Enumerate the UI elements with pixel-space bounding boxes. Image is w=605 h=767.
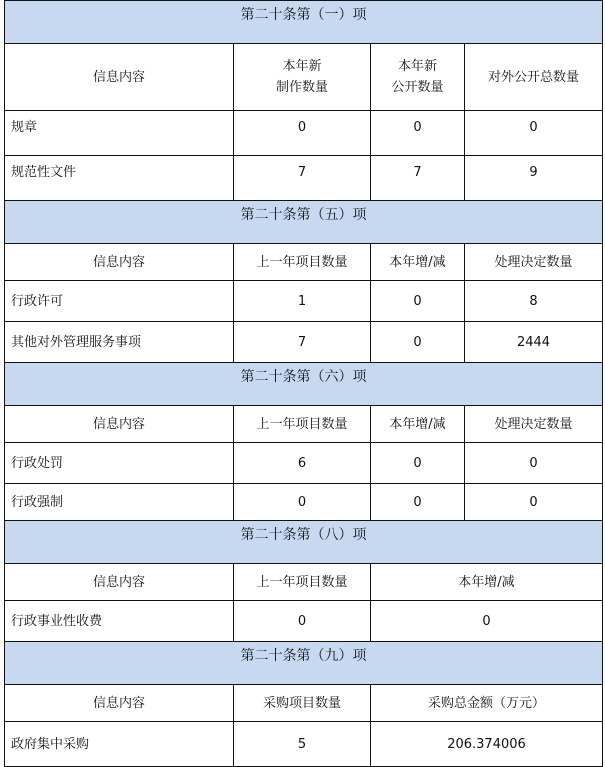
table-row [5,443,603,484]
cell-value: 0 [465,111,603,156]
column-header-row [5,44,603,111]
cell-value: 5 [234,722,371,767]
section-title: 第二十条第（五）项 [5,201,603,244]
table-row [5,722,603,767]
column-header: 采购项目数量 [234,685,371,722]
row-label: 其他对外管理服务事项 [5,322,234,363]
row-label: 行政事业性收费 [5,601,234,642]
section-header-row [5,363,603,406]
cell-value: 0 [465,484,603,521]
column-header: 上一年项目数量 [234,406,371,443]
section-title: 第二十条第（九）项 [5,642,603,685]
cell-value: 7 [371,156,465,201]
row-label: 行政处罚 [5,443,234,484]
cell-value: 206.374006 [371,722,603,767]
column-header-row [5,564,603,601]
row-label: 政府集中采购 [5,722,234,767]
section-header-row [5,201,603,244]
cell-value: 0 [234,601,371,642]
cell-value: 0 [371,484,465,521]
column-header-text: 本年新 公开数量 [391,59,444,95]
section-header-row [5,1,603,44]
cell-value: 0 [371,111,465,156]
column-header: 上一年项目数量 [234,564,371,601]
cell-value: 6 [234,443,371,484]
row-label: 规范性文件 [5,156,234,201]
column-header: 本年增/减 [371,406,465,443]
disclosure-table [4,0,603,767]
column-header: 信息内容 [5,244,234,281]
column-header: 本年增/减 [371,564,603,601]
section-header-row [5,521,603,564]
table-row [5,322,603,363]
column-header: 信息内容 [5,44,234,111]
cell-value: 8 [465,281,603,322]
cell-value: 0 [371,443,465,484]
cell-value: 9 [465,156,603,201]
section-header-row [5,642,603,685]
section-title: 第二十条第（八）项 [5,521,603,564]
cell-value: 0 [234,111,371,156]
row-label: 行政强制 [5,484,234,521]
table-row [5,281,603,322]
row-label: 规章 [5,111,234,156]
cell-value: 0 [371,322,465,363]
cell-value: 2444 [465,322,603,363]
section-title: 第二十条第（六）项 [5,363,603,406]
column-header-text: 本年新 制作数量 [275,59,328,95]
cell-value: 0 [234,484,371,521]
column-header [234,44,371,111]
column-header: 信息内容 [5,685,234,722]
column-header-row [5,406,603,443]
table-row [5,484,603,521]
column-header: 采购总金额（万元） [371,685,603,722]
cell-value: 0 [371,281,465,322]
table-row [5,156,603,201]
column-header-row [5,685,603,722]
column-header: 处理决定数量 [465,244,603,281]
column-header: 上一年项目数量 [234,244,371,281]
table-row [5,601,603,642]
column-header [371,44,465,111]
column-header-row [5,244,603,281]
column-header: 信息内容 [5,406,234,443]
table-row [5,111,603,156]
cell-value: 0 [465,443,603,484]
cell-value: 7 [234,156,371,201]
column-header: 本年增/减 [371,244,465,281]
row-label: 行政许可 [5,281,234,322]
cell-value: 1 [234,281,371,322]
section-title: 第二十条第（一）项 [5,1,603,44]
column-header: 对外公开总数量 [465,44,603,111]
cell-value: 0 [371,601,603,642]
cell-value: 7 [234,322,371,363]
column-header: 处理决定数量 [465,406,603,443]
column-header: 信息内容 [5,564,234,601]
